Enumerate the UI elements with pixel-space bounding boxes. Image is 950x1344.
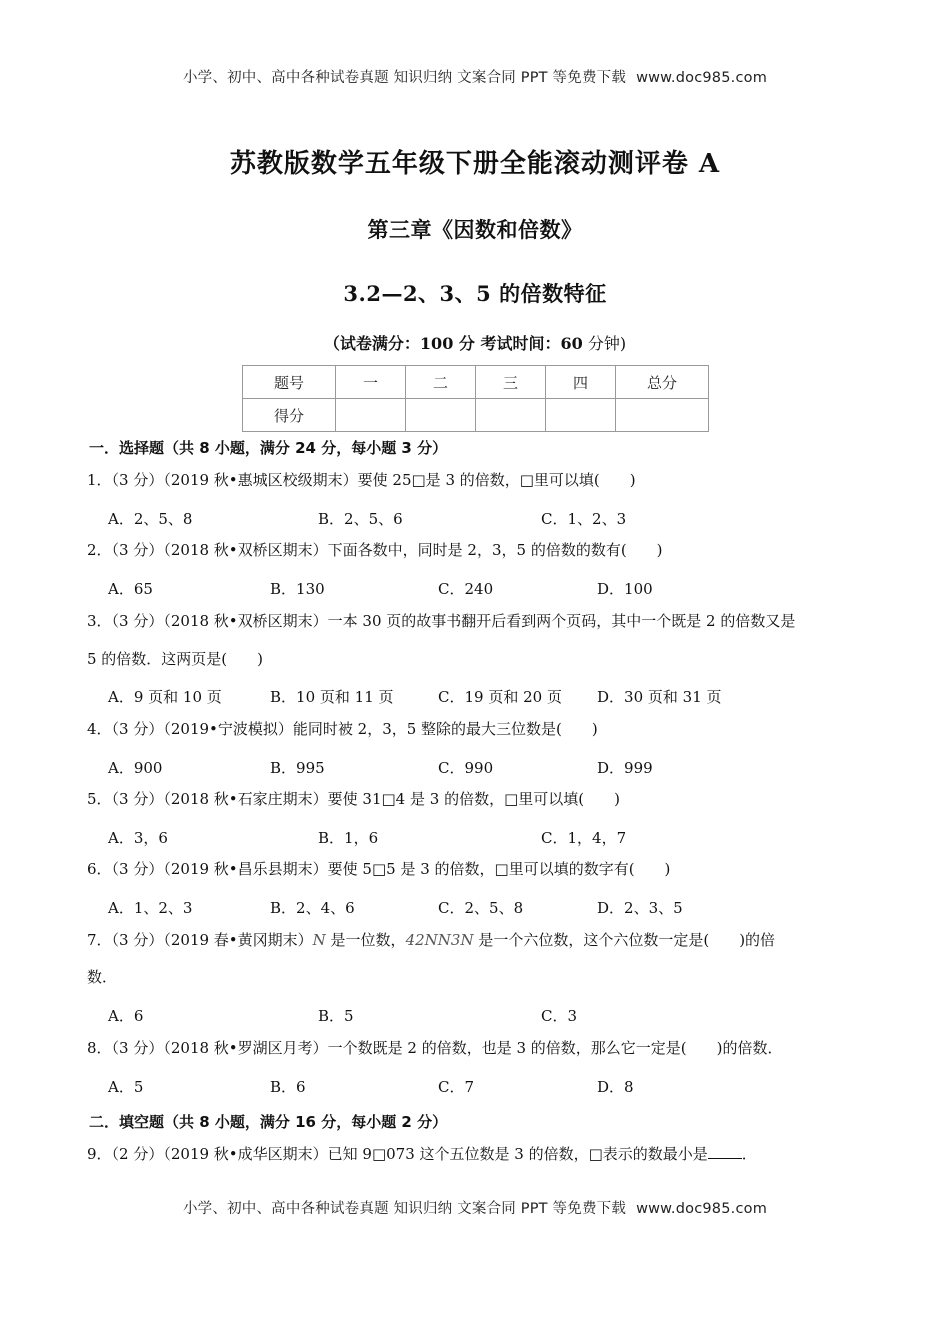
question-7-part-3: 是一个六位数，这个六位数一定是( )的倍 (473, 931, 776, 949)
question-6: 6．（3 分）（2019 秋•昌乐县期末）要使 5□5 是 3 的倍数，□里可以填的数字有( ) (87, 860, 671, 878)
option-a[interactable]: A．2、5、8 (108, 510, 193, 528)
question-8: 8．（3 分）（2018 秋•罗湖区月考）一个数既是 2 的倍数，也是 3 的倍数，那么它一定是( )的倍数． (87, 1039, 783, 1057)
option-a[interactable]: A．3，6 (108, 829, 168, 847)
option-d[interactable]: D．100 (597, 580, 653, 598)
exam-info (0, 331, 950, 354)
variable-n: N (312, 931, 326, 949)
score-table (242, 365, 709, 432)
option-c[interactable]: C．240 (438, 580, 494, 598)
score-input-cell[interactable] (406, 399, 476, 432)
question-3-line-1: 3．（3 分）（2018 秋•双桥区期末）一本 30 页的故事书翻开后看到两个页码，其中一个既是 2 的倍数又是 (87, 612, 796, 630)
option-c[interactable]: C．19 页和 20 页 (438, 688, 562, 706)
variable-number: 42NN3N (405, 931, 474, 949)
score-cell: 一 (336, 366, 406, 399)
question-7-part-2: 是一位数， (325, 931, 406, 949)
score-input-cell[interactable] (336, 399, 406, 432)
option-d[interactable]: D．8 (597, 1078, 634, 1096)
page-header (0, 66, 950, 87)
question-9-text: 9．（2 分）（2019 秋•成华区期末）已知 9□073 这个五位数是 3 的倍数，□表示的数最小是 (87, 1145, 708, 1163)
section-heading-choice: 一．选择题（共 8 小题，满分 24 分，每小题 3 分） (89, 439, 448, 457)
question-4: 4．（3 分）（2019•宁波模拟）能同时被 2，3，5 整除的最大三位数是( ) (87, 720, 598, 738)
section-title: 3.2—2、3、5 的倍数特征 (343, 281, 607, 306)
option-b[interactable]: B．130 (270, 580, 325, 598)
chapter-title: 第三章《因数和倍数》 (367, 217, 583, 242)
question-9-end: ． (741, 1145, 757, 1163)
score-input-cell[interactable] (616, 399, 709, 432)
question-2: 2．（3 分）（2018 秋•双桥区期末）下面各数中，同时是 2，3，5 的倍数的数有( ) (87, 541, 663, 559)
question-7-line-2: 数． (87, 968, 118, 986)
footer-text: 小学、初中、高中各种试卷真题 知识归纳 文案合同 PPT 等免费下载 (182, 1201, 627, 1217)
score-input-cell[interactable] (546, 399, 616, 432)
option-c[interactable]: C．2、5、8 (438, 899, 524, 917)
score-cell: 题号 (243, 366, 336, 399)
option-b[interactable]: B．5 (318, 1007, 354, 1025)
option-a[interactable]: A．9 页和 10 页 (108, 688, 222, 706)
question-7-line-1 (87, 923, 877, 958)
section-heading-fill-blank: 二．填空题（共 8 小题，满分 16 分，每小题 2 分） (89, 1113, 448, 1131)
header-url[interactable]: www.doc985.com (636, 70, 768, 86)
score-cell: 四 (546, 366, 616, 399)
question-9 (87, 1137, 877, 1172)
option-a[interactable]: A．5 (108, 1078, 144, 1096)
score-table-score-row (243, 399, 709, 432)
footer-url[interactable]: www.doc985.com (636, 1201, 768, 1217)
option-c[interactable]: C．3 (541, 1007, 578, 1025)
question-3-line-2: 5 的倍数．这两页是( ) (87, 650, 264, 668)
option-c[interactable]: C．990 (438, 759, 494, 777)
page-footer (0, 1197, 950, 1218)
paper-title: 苏教版数学五年级下册全能滚动测评卷 A (229, 149, 721, 179)
option-b[interactable]: B．2、5、6 (318, 510, 403, 528)
score-cell: 总分 (616, 366, 709, 399)
option-b[interactable]: B．2、4、6 (270, 899, 355, 917)
option-a[interactable]: A．1、2、3 (108, 899, 193, 917)
answer-blank[interactable] (708, 1144, 742, 1159)
score-cell: 得分 (243, 399, 336, 432)
score-input-cell[interactable] (476, 399, 546, 432)
question-1: 1．（3 分）（2019 秋•惠城区校级期末）要使 25□是 3 的倍数，□里可以填( ) (87, 471, 636, 489)
option-d[interactable]: D．999 (597, 759, 653, 777)
question-8-options (0, 1076, 950, 1106)
score-cell: 二 (406, 366, 476, 399)
question-7-part-1: 7．（3 分）（2019 春•黄冈期末） (87, 931, 313, 949)
option-b[interactable]: B．10 页和 11 页 (270, 688, 394, 706)
option-a[interactable]: A．6 (108, 1007, 144, 1025)
exam-info-bold: （试卷满分：100 分 考试时间：60 (323, 334, 583, 353)
option-b[interactable]: B．6 (270, 1078, 306, 1096)
option-d[interactable]: D．2、3、5 (597, 899, 683, 917)
option-d[interactable]: D．30 页和 31 页 (597, 688, 722, 706)
option-a[interactable]: A．65 (108, 580, 153, 598)
score-cell: 三 (476, 366, 546, 399)
option-c[interactable]: C．1，4，7 (541, 829, 627, 847)
header-text: 小学、初中、高中各种试卷真题 知识归纳 文案合同 PPT 等免费下载 (182, 70, 627, 86)
exam-info-rest: 分钟) (582, 334, 627, 353)
option-c[interactable]: C．1、2、3 (541, 510, 627, 528)
option-b[interactable]: B．1，6 (318, 829, 379, 847)
option-c[interactable]: C．7 (438, 1078, 475, 1096)
option-a[interactable]: A．900 (108, 759, 163, 777)
score-table-header-row (243, 366, 709, 399)
option-b[interactable]: B．995 (270, 759, 325, 777)
question-5: 5．（3 分）（2018 秋•石家庄期末）要使 31□4 是 3 的倍数，□里可以填( ) (87, 790, 620, 808)
